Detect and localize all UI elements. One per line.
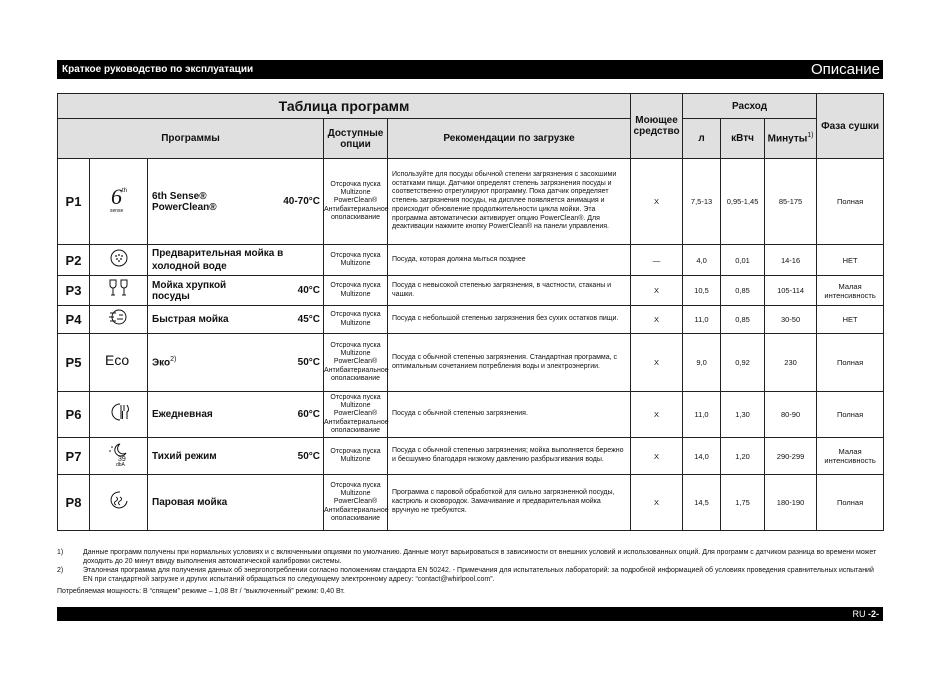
program-code: P7 [58, 438, 90, 475]
liters-value: 11,0 [683, 306, 721, 334]
minutes-value: 14-16 [765, 245, 817, 276]
program-options: Отсрочка пуска Multizone [324, 306, 388, 334]
6th-sense-icon [106, 184, 132, 218]
program-recommendation: Используйте для посуды обычной степени загрязнения с засохшими остатками пищи. Датчики определят степень загрязнения посуды и соответственно отрегулируют программу. Пока датчик определяет степень загрязнения посуды, на дисплее появляется анимация и происходит обновление продолжительности цикла мойки. Эта программа автоматически активирует опцию PowerClean®. Для деактивации нажмите кнопку PowerClean® на панели управления. [388, 159, 631, 245]
minutes-value: 230 [765, 334, 817, 392]
program-code: P6 [58, 392, 90, 438]
program-temp: 40°C [297, 285, 320, 296]
program-recommendation: Посуда, которая должна мыться позднее [388, 245, 631, 276]
program-code: P3 [58, 276, 90, 306]
section-title: Описание [810, 61, 880, 78]
program-name: Мойка хрупкой [152, 279, 227, 291]
program-name-line2: посуды [152, 290, 190, 302]
footnote-text: Данные программ получены при нормальных условиях и с включенными опциями по умолчанию. Данные могут варьироваться в зависимости от внешних условий и использованных опций. Для программ с датчиком разница во времени может доходить до 20 минут ввиду выполнения автоматической калибровки системы. [83, 549, 877, 566]
program-options: Отсрочка пуска Multizone PowerClean® Антибактериальное ополаскивание [324, 334, 388, 392]
detergent-value: X [631, 276, 683, 306]
col-kwh: кВтч [721, 119, 765, 159]
detergent-value: X [631, 159, 683, 245]
col-drying: Фаза сушки [817, 94, 884, 159]
drying-value: НЕТ [817, 245, 884, 276]
program-code: P8 [58, 475, 90, 531]
col-liters: л [683, 119, 721, 159]
liters-value: 14,5 [683, 475, 721, 531]
program-options: Отсрочка пуска Multizone PowerClean® Антибактериальное ополаскивание [324, 475, 388, 531]
detergent-value: X [631, 306, 683, 334]
footnote-number: 2) [57, 567, 64, 575]
drying-value: Полная [817, 475, 884, 531]
program-options: Отсрочка пуска Multizone [324, 245, 388, 276]
liters-value: 4,0 [683, 245, 721, 276]
col-consumption: Расход [683, 94, 817, 119]
silent-icon [106, 454, 132, 471]
liters-value: 7,5-13 [683, 159, 721, 245]
col-options: Доступные опции [324, 119, 388, 159]
minutes-value: 180-190 [765, 475, 817, 531]
table-row [58, 334, 884, 392]
minutes-value: 290-299 [765, 438, 817, 475]
kwh-value: 0,85 [721, 306, 765, 334]
footnotes [57, 548, 883, 596]
svg-text:dbA: dbA [115, 461, 125, 467]
steam-icon [107, 499, 131, 516]
program-code: P5 [58, 334, 90, 392]
liters-value: 10,5 [683, 276, 721, 306]
program-code: P4 [58, 306, 90, 334]
program-name: 6th Sense® [152, 190, 207, 202]
col-programs: Программы [58, 119, 324, 159]
minutes-value: 105-114 [765, 276, 817, 306]
kwh-value: 1,20 [721, 438, 765, 475]
kwh-value: 0,85 [721, 276, 765, 306]
table-row [58, 276, 884, 306]
minutes-value: 30-50 [765, 306, 817, 334]
program-options: Отсрочка пуска Multizone PowerClean® Антибактериальное ополаскивание [324, 159, 388, 245]
prewash-icon [109, 255, 129, 272]
program-temp: 60°C [297, 409, 320, 420]
table-row [58, 306, 884, 334]
program-code: P2 [58, 245, 90, 276]
glasses-icon [107, 285, 131, 302]
program-recommendation: Программа с паровой обработкой для сильно загрязненной посуды, кастрюль и сковородок. Замачивание и предварительная мойка вручную не требуются. [388, 475, 631, 531]
language-code: RU [852, 609, 866, 619]
col-recommendations: Рекомендации по загрузке [388, 119, 631, 159]
kwh-value: 0,92 [721, 334, 765, 392]
program-name: Ежедневная [152, 409, 213, 420]
program-name: Предварительная мойка в холодной воде [148, 245, 324, 276]
program-options: Отсрочка пуска Multizone [324, 438, 388, 475]
quick-wash-icon [108, 314, 130, 331]
drying-value: Полная [817, 159, 884, 245]
col-minutes [765, 119, 817, 159]
program-code: P1 [58, 159, 90, 245]
program-name-line2: PowerClean® [152, 201, 217, 213]
program-temp: 45°C [297, 314, 320, 325]
program-options: Отсрочка пуска Multizone PowerClean® Антибактериальное ополаскивание [324, 392, 388, 438]
program-recommendation: Посуда с обычной степенью загрязнения. [388, 392, 631, 438]
footnote-text: Эталонная программа для получения данных об энергопотреблении согласно положениям стандарта EN 50242. - Примечания для испытательных лабораторий: за подробной информацией об условиях проведения сравнительных испытаний EN при стандартной загрузке и других испытаний обращаться по следующему электронному адресу: “contact@whirlpool.com”. [83, 567, 874, 584]
program-temp: 50°C [297, 356, 320, 368]
kwh-value: 0,01 [721, 245, 765, 276]
table-row [58, 245, 884, 276]
program-table [57, 93, 884, 531]
table-row [58, 392, 884, 438]
kwh-value: 1,30 [721, 392, 765, 438]
program-footnote: 2) [170, 356, 177, 364]
bottom-bar [57, 607, 883, 621]
table-row [58, 438, 884, 475]
guide-title: Краткое руководство по эксплуатации [62, 64, 254, 75]
col-detergent: Моющее средство [631, 94, 683, 159]
page-number: -2- [868, 609, 879, 619]
col-minutes-label: Минуты [767, 133, 808, 145]
drying-value: Малая интенсивность [817, 438, 884, 475]
program-temp: 50°C [297, 450, 320, 462]
detergent-value: X [631, 392, 683, 438]
top-bar [57, 60, 883, 79]
program-recommendation: Посуда с обычной степенью загрязнения. Стандартная программа, с оптимальным сочетанием потребления воды и электроэнергии. [388, 334, 631, 392]
table-row [58, 159, 884, 245]
minutes-value: 85-175 [765, 159, 817, 245]
program-name: Быстрая мойка [152, 314, 229, 325]
eco-icon [104, 352, 134, 374]
svg-text:sense: sense [109, 208, 123, 214]
detergent-value: X [631, 438, 683, 475]
svg-text:39: 39 [117, 455, 126, 463]
minutes-value: 80-90 [765, 392, 817, 438]
liters-value: 9,0 [683, 334, 721, 392]
table-title: Таблица программ [58, 94, 631, 119]
drying-value: Полная [817, 334, 884, 392]
program-recommendation: Посуда с небольшой степенью загрязнения без сухих остатков пищи. [388, 306, 631, 334]
svg-text:Eco: Eco [104, 352, 129, 368]
program-options: Отсрочка пуска Multizone [324, 276, 388, 306]
program-name: Эко [152, 357, 171, 369]
table-row [58, 475, 884, 531]
program-name: Паровая мойка [148, 475, 324, 531]
svg-text:th: th [121, 188, 127, 194]
power-consumption-note: Потребляемая мощность: В “спящем” режиме – 1,08 Вт / “выключенный” режим: 0,40 Вт. [57, 588, 345, 596]
footnote-number: 1) [57, 549, 64, 556]
kwh-value: 0,95-1,45 [721, 159, 765, 245]
drying-value: НЕТ [817, 306, 884, 334]
program-name: Тихий режим [152, 450, 217, 462]
daily-icon [108, 410, 130, 427]
program-recommendation: Посуда с обычной степенью загрязнения; мойка выполняется бережно и бесшумно благодаря низкому давлению разбрызгивания воды. [388, 438, 631, 475]
drying-value: Малая интенсивность [817, 276, 884, 306]
liters-value: 11,0 [683, 392, 721, 438]
svg-text:6: 6 [110, 184, 122, 209]
program-temp: 40-70°C [283, 196, 320, 207]
liters-value: 14,0 [683, 438, 721, 475]
kwh-value: 1,75 [721, 475, 765, 531]
detergent-value: X [631, 475, 683, 531]
detergent-value: — [631, 245, 683, 276]
drying-value: Полная [817, 392, 884, 438]
program-recommendation: Посуда с невысокой степенью загрязнения, в частности, стаканы и чашки. [388, 276, 631, 306]
detergent-value: X [631, 334, 683, 392]
col-minutes-footnote: 1) [807, 132, 814, 140]
